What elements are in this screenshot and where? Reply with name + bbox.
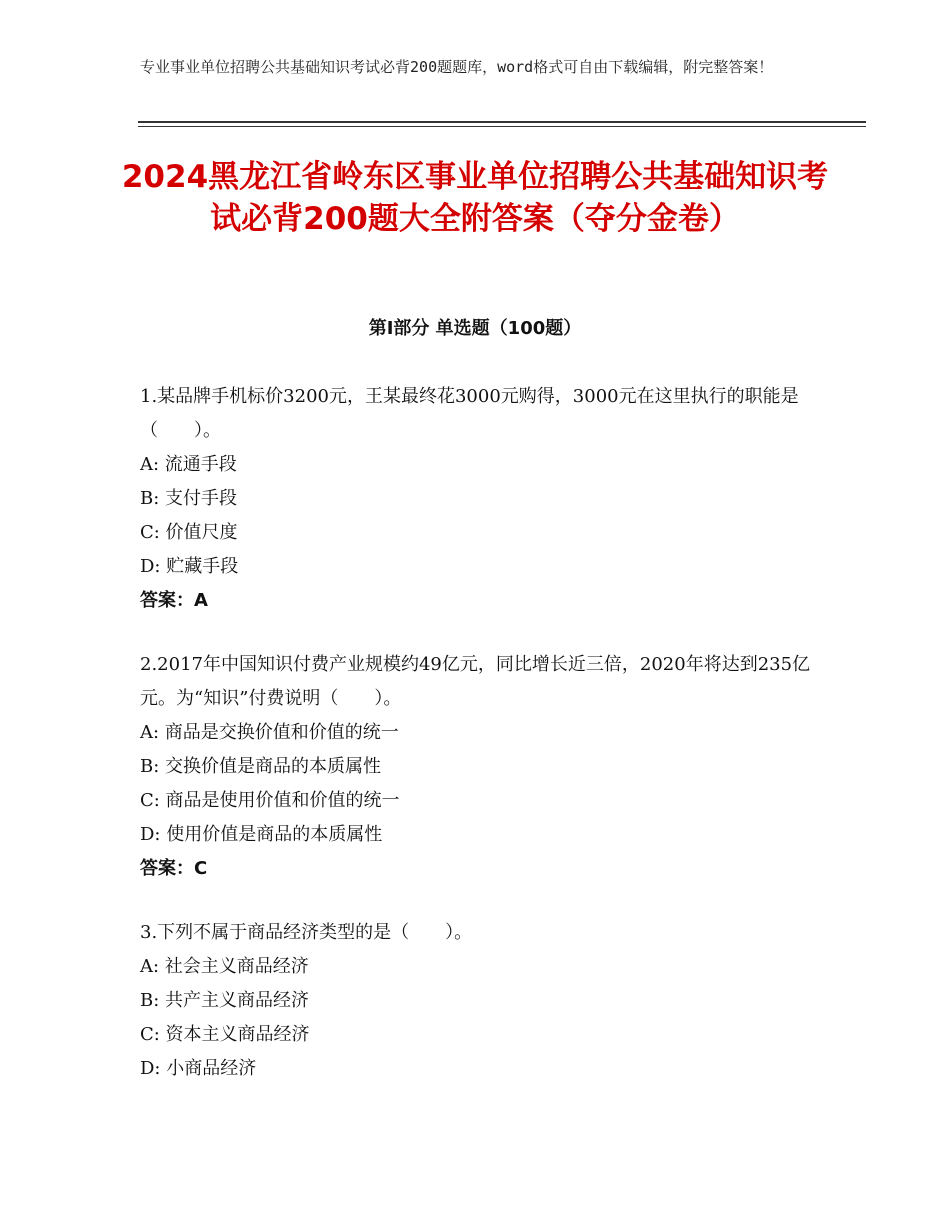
option-d: D: 小商品经济	[140, 1058, 257, 1079]
question-2	[140, 648, 820, 886]
question-3	[140, 916, 820, 1086]
question-stem: 2.2017年中国知识付费产业规模约49亿元，同比增长近三倍，2020年将达到235亿元。为“知识”付费说明（ ）。	[140, 654, 811, 709]
header-rule-thin	[138, 126, 866, 127]
question-stem: 1.某品牌手机标价3200元，王某最终花3000元购得，3000元在这里执行的职能是（ ）。	[140, 386, 799, 441]
option-c: C: 商品是使用价值和价值的统一	[140, 790, 400, 811]
option-b: B: 支付手段	[140, 488, 238, 509]
header-rule-thick	[138, 121, 866, 123]
option-a: A: 商品是交换价值和价值的统一	[140, 722, 399, 743]
option-a: A: 社会主义商品经济	[140, 956, 309, 977]
answer-label: 答案：A	[140, 590, 208, 611]
answer-label: 答案：C	[140, 858, 208, 879]
question-stem: 3.下列不属于商品经济类型的是（ ）。	[140, 922, 473, 943]
option-c: C: 价值尺度	[140, 522, 238, 543]
option-c: C: 资本主义商品经济	[140, 1024, 310, 1045]
section-title: 第Ⅰ部分 单选题（100题）	[368, 318, 582, 339]
document-title: 2024黑龙江省岭东区事业单位招聘公共基础知识考试必背200题大全附答案（夺分金卷）	[121, 159, 829, 237]
question-1	[140, 380, 820, 618]
option-d: D: 贮藏手段	[140, 556, 239, 577]
option-a: A: 流通手段	[140, 454, 237, 475]
option-b: B: 交换价值是商品的本质属性	[140, 756, 382, 777]
option-d: D: 使用价值是商品的本质属性	[140, 824, 383, 845]
option-b: B: 共产主义商品经济	[140, 990, 310, 1011]
question-list	[140, 380, 820, 1116]
header-note: 专业事业单位招聘公共基础知识考试必背200题题库，word格式可自由下载编辑，附完整答案！	[140, 58, 774, 76]
